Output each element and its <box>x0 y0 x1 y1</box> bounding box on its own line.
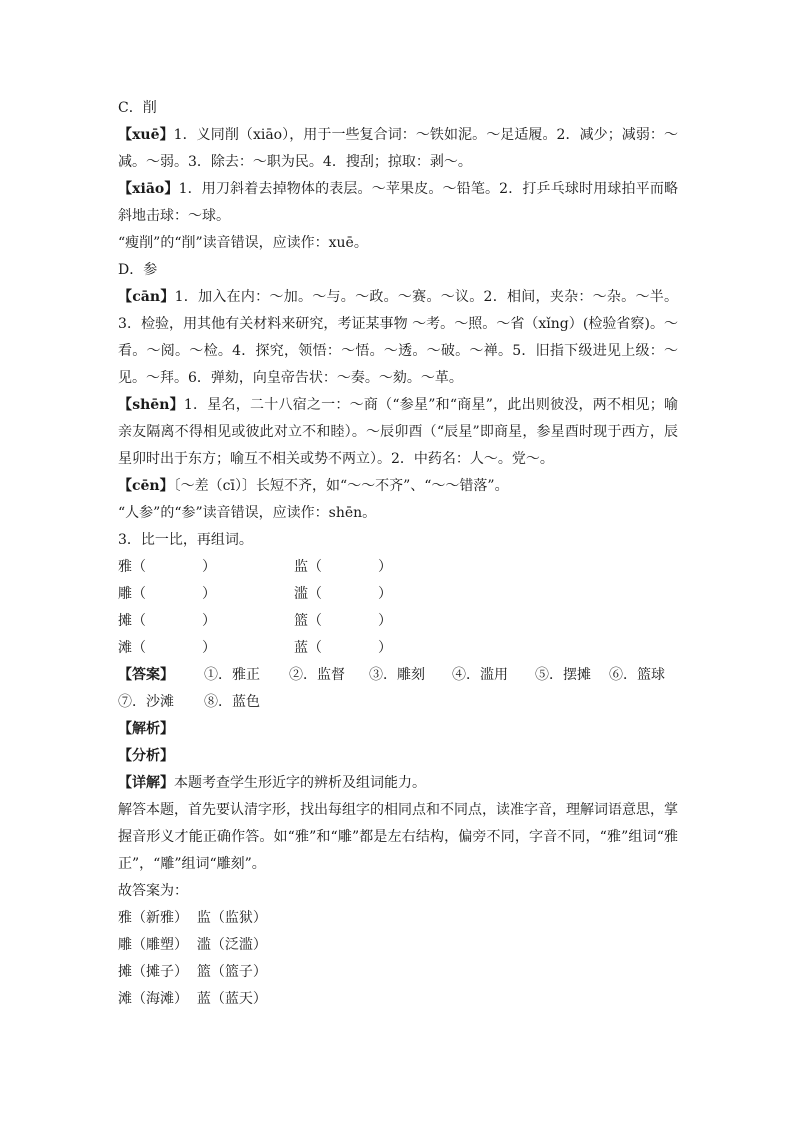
answer-tag: 【答案】 <box>118 667 174 683</box>
detail-line <box>118 770 678 797</box>
answer-item: ①．雅正 <box>204 667 260 683</box>
final-answer-row: 滩（海滩） 蓝（蓝天） <box>118 991 267 1007</box>
question-right-item: 滥（ ） <box>294 586 392 602</box>
entry-tag: 【cēn】 <box>118 478 174 494</box>
entry-text: 1．义同削（xiāo），用于一些复合词：～铁如泥。～足适履。2．减少；减弱：～减。～弱。3．除去：～职为民。4．搜刮；掠取：剥～。 <box>118 127 678 170</box>
answer-item: ⑥．篮球 <box>609 667 665 683</box>
question-row <box>118 554 678 581</box>
document-content <box>118 95 678 1013</box>
detail-tag: 【详解】 <box>118 775 174 791</box>
question-left-item: 雕（ ） <box>118 586 216 602</box>
answer-row-2 <box>118 689 678 716</box>
question-row <box>118 581 678 608</box>
answer-item: ⑤．摆摊 <box>535 667 591 683</box>
section-d-note: “人参”的“参”读音错误，应读作：shēn。 <box>118 505 377 521</box>
entry-tag: 【cān】 <box>118 289 175 305</box>
entry-text: 1．加入在内：～加。～与。～政。～赛。～议。2．相间，夹杂：～杂。～半。3．检验，用其他有关材料来研究，考证某事物 ～考。～照。～省（xǐng）(检验省察)。～看。～阅。～检。4．探究，领悟：～悟。～透。～破。～禅。5．旧指下级进见上级：～见。～拜。6．弹劾，向皇帝告状：～奏。～劾。～革。 <box>118 289 679 386</box>
entry-text: 1．星名，二十八宿之一：～商（“参星”和“商星”，此出则彼没，两不相见；喻亲友隔离不得相见或彼此对立不和睦）。～辰卯酉（“辰星”即商星，参星酉时现于西方，辰星卯时出于东方；喻互不相关或势不两立）。2．中药名：人～。党～。 <box>118 397 678 467</box>
entry-tag: 【xuē】 <box>118 127 174 143</box>
section-d-entry-cen <box>118 473 678 500</box>
question-right-item: 蓝（ ） <box>294 640 392 656</box>
section-c-title: C．削 <box>118 100 157 116</box>
question-left-item: 滩（ ） <box>118 640 216 656</box>
answer-item: ⑧．蓝色 <box>204 694 260 710</box>
answer-item: ④．滥用 <box>452 667 508 683</box>
fenxi-tag: 【分析】 <box>118 748 174 764</box>
answer-item: ②．监督 <box>289 667 345 683</box>
section-d-entry-can <box>118 284 678 392</box>
question-left-item: 雅（ ） <box>118 559 216 575</box>
explanation-paragraph: 解答本题，首先要认清字形，找出每组字的相同点和不同点，读准字音，理解词语意思，掌握音形义才能正确作答。如“雅”和“雕”都是左右结构，偏旁不同，字音不同，“雅”组词“雅正”，“雕”组词“雕刻”。 <box>118 802 678 872</box>
answer-row-1 <box>118 662 678 689</box>
detail-text: 本题考查学生形近字的辨析及组词能力。 <box>174 775 426 791</box>
question-right-item: 监（ ） <box>294 559 392 575</box>
final-answer-row: 摊（摊子） 篮（篮子） <box>118 964 267 980</box>
entry-tag: 【xiāo】 <box>118 181 179 197</box>
entry-text: 1．用刀斜着去掉物体的表层。～苹果皮。～铅笔。2．打乒乓球时用球拍平而略斜地击球：～球。 <box>118 181 679 224</box>
final-answer-row: 雅（新雅） 监（监狱） <box>118 910 267 926</box>
section-c-note: “瘦削”的“削”读音错误，应读作：xuē。 <box>118 235 368 251</box>
analysis-tag: 【解析】 <box>118 721 174 737</box>
conclusion-text: 故答案为： <box>118 883 188 899</box>
section-c-entry-xiao <box>118 176 678 230</box>
answer-item: ⑦．沙滩 <box>118 694 174 710</box>
question-3-title: 3．比一比，再组词。 <box>118 532 253 548</box>
final-answer-row: 雕（雕塑） 滥（泛滥） <box>118 937 267 953</box>
entry-tag: 【shēn】 <box>118 397 184 413</box>
section-d-entry-shen <box>118 392 678 473</box>
section-d-title: D．参 <box>118 262 158 278</box>
question-row <box>118 608 678 635</box>
question-right-item: 篮（ ） <box>294 613 392 629</box>
question-left-item: 摊（ ） <box>118 613 216 629</box>
section-c-entry-xue <box>118 122 678 176</box>
question-row <box>118 635 678 662</box>
answer-item: ③．雕刻 <box>369 667 425 683</box>
entry-text: 〔～差（cī）〕长短不齐，如“～～不齐”、“～～错落”。 <box>173 478 509 494</box>
